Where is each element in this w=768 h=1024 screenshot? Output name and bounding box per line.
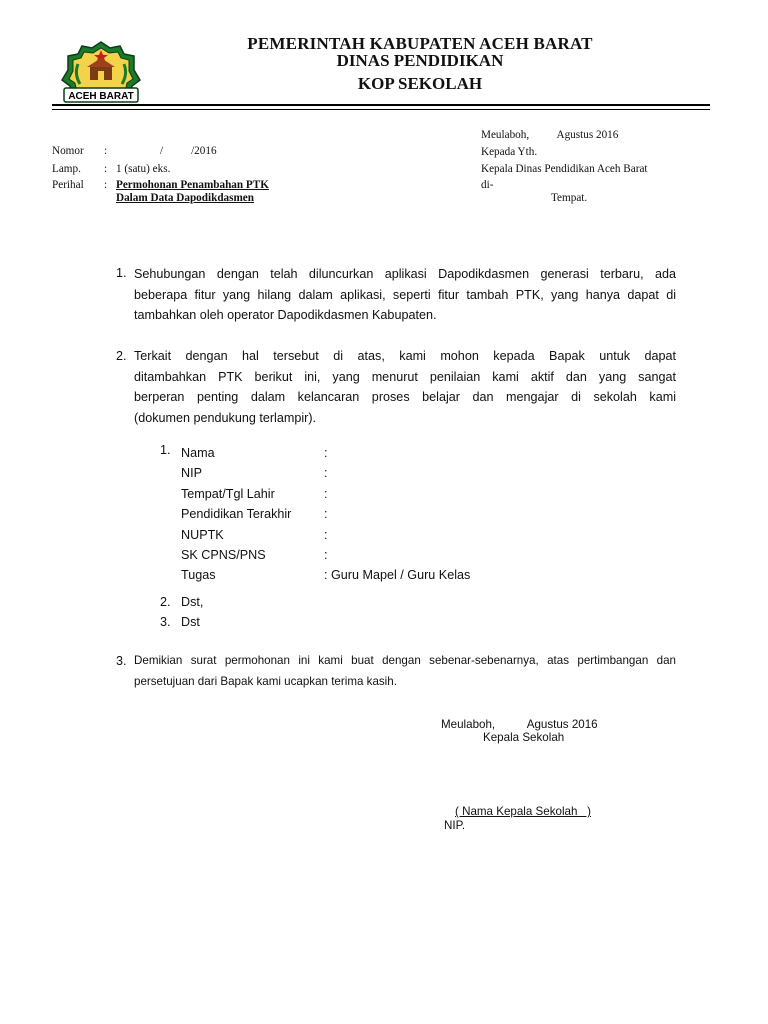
- ptk-field-value: :: [324, 466, 328, 481]
- signature-place-date: Meulaboh, Agustus 2016: [441, 718, 598, 731]
- aceh-barat-logo: [60, 40, 142, 106]
- para-1-line: tambahkan oleh operator Dapodikdasmen Kabupaten.: [134, 308, 437, 322]
- perihal-line-1: Permohonan Penambahan PTK: [116, 179, 269, 191]
- ptk-field-value: :: [324, 527, 328, 542]
- ptk-field-label: Pendidikan Terakhir: [181, 507, 292, 522]
- ptk-field-row: [181, 565, 470, 585]
- ptk-field-row: [181, 484, 470, 504]
- ptk-item-1-number: 1.: [160, 443, 171, 457]
- para-2-line: (dokumen pendukung terlampir).: [134, 410, 317, 425]
- ptk-field-label: Tugas: [181, 568, 216, 583]
- ptk-fields: [181, 443, 470, 586]
- ptk-field-row: [181, 525, 470, 545]
- logo-text: ACEH BARAT: [68, 91, 134, 102]
- perihal-line-2: Dalam Data Dapodikdasmen: [116, 192, 254, 204]
- ptk-item-2-number: 2.: [160, 595, 171, 609]
- para-1-line: Sehubungan dengan telah diluncurkan aplikasi Dapodikdasmen generasi terbaru, ada: [134, 267, 676, 281]
- ptk-field-value: :: [324, 446, 328, 460]
- header-line-1: PEMERINTAH KABUPATEN ACEH BARAT: [247, 34, 593, 53]
- nomor-colon: :: [104, 145, 108, 157]
- para-2-number: 2.: [116, 349, 127, 363]
- ptk-field-row: [181, 545, 470, 565]
- para-2-line: berperan penting dalam kelancaran proses belajar dan mengajar di sekolah kami: [134, 390, 676, 404]
- signature-nip: NIP.: [444, 819, 466, 832]
- lamp-colon: :: [104, 163, 108, 175]
- paragraph-1: [134, 264, 676, 326]
- paragraph-3: [134, 651, 676, 692]
- ptk-field-value: :: [324, 486, 328, 501]
- para-1-line: beberapa fitur yang hilang dalam aplikasi, seperti fitur tambah PTK, yang hanya dapat di: [134, 287, 676, 302]
- signature-title: Kepala Sekolah: [483, 731, 565, 744]
- tempat-label: Tempat.: [551, 192, 588, 204]
- meta-lamp-row: [52, 163, 170, 175]
- ptk-field-value: :: [324, 507, 328, 522]
- header-line-3: KOP SEKOLAH: [357, 74, 483, 93]
- para-3-line: Demikian surat permohonan ini kami buat dengan sebenar-sebenarnya, atas pertimbangan dan: [134, 654, 676, 667]
- ptk-item-2-text: Dst,: [181, 595, 204, 609]
- di-label: di-: [481, 179, 494, 191]
- ptk-field-value: :: [324, 548, 328, 563]
- para-3-line: persetujuan dari Bapak kami ucapkan terima kasih.: [134, 674, 397, 688]
- ptk-field-label: SK CPNS/PNS: [181, 548, 266, 563]
- ptk-field-row: [181, 443, 470, 463]
- header-line-2: DINAS PENDIDIKAN: [336, 51, 504, 70]
- ptk-field-row: [181, 463, 470, 483]
- letter-place-date: Meulaboh, Agustus 2016: [481, 129, 619, 141]
- header-rule-thin: [52, 109, 710, 110]
- ptk-field-label: Nama: [181, 446, 215, 460]
- signature-name: ( Nama Kepala Sekolah ): [455, 805, 591, 818]
- perihal-colon: :: [104, 179, 108, 191]
- para-2-line: ditambahkan PTK berikut ini, yang menurut penilaian kami aktif dan yang sangat: [134, 369, 676, 384]
- paragraph-2: [134, 346, 676, 428]
- nomor-label: Nomor: [52, 145, 84, 157]
- meta-nomor-row: [52, 145, 217, 157]
- para-3-number: 3.: [116, 654, 127, 668]
- recipient: Kepala Dinas Pendidikan Aceh Barat: [481, 163, 648, 175]
- header-rule-thick: [52, 104, 710, 106]
- meta-perihal-row: [52, 179, 269, 191]
- ptk-field-row: [181, 504, 470, 524]
- ptk-field-label: NIP: [181, 466, 202, 481]
- ptk-field-label: Tempat/Tgl Lahir: [181, 486, 275, 501]
- para-2-line: Terkait dengan hal tersebut di atas, kami mohon kepada Bapak untuk dapat: [134, 349, 676, 363]
- ptk-field-label: NUPTK: [181, 527, 224, 542]
- ptk-item-3-text: Dst: [181, 615, 200, 629]
- perihal-label: Perihal: [52, 179, 84, 191]
- ptk-field-value: : Guru Mapel / Guru Kelas: [324, 568, 471, 583]
- lamp-label: Lamp.: [52, 163, 81, 175]
- lamp-value: 1 (satu) eks.: [116, 163, 171, 175]
- para-1-number: 1.: [116, 266, 127, 280]
- kepada-label: Kepada Yth.: [481, 146, 538, 158]
- nomor-value: / /2016: [160, 145, 217, 157]
- ptk-item-3-number: 3.: [160, 615, 171, 629]
